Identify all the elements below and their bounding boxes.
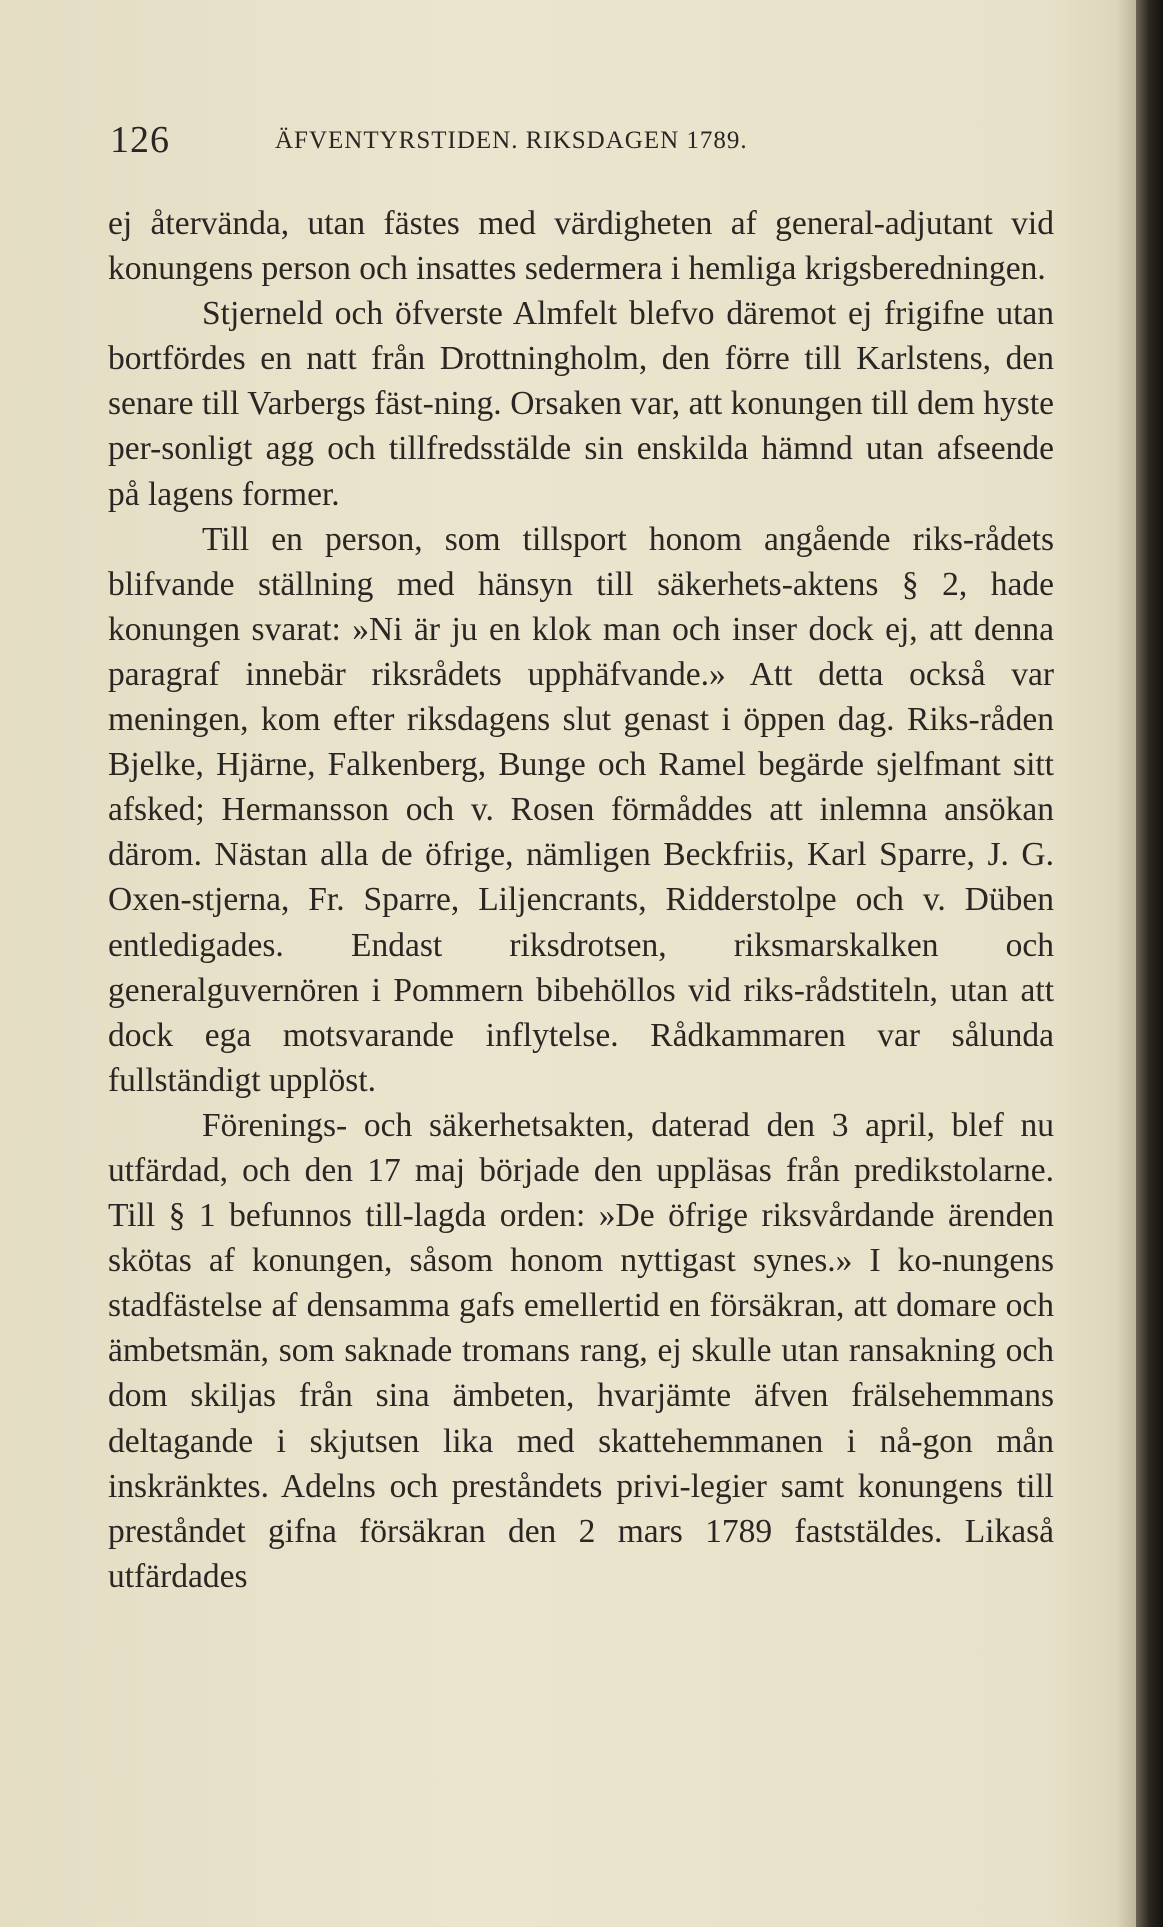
- page-number: 126: [110, 119, 170, 161]
- paragraph-riksradet: Till en person, som tillsport honom angående riks-rådets blifvande ställning med hänsyn till säkerhets-aktens § 2, hade konungen svarat: »Ni är ju en klok man och inser dock ej, att denna paragraf innebär riksrådets upphäfvande.» Att detta också var meningen, kom efter riksdagens slut genast i öppen dag. Riks-råden Bjelke, Hjärne, Falkenberg, Bunge och Ramel begärde sjelfmant sitt afsked; Hermansson och v. Rosen förmåddes att inlemna ansökan därom. Nästan alla de öfrige, nämligen Beckfriis, Karl Sparre, J. G. Oxen-stjerna, Fr. Sparre, Liljencrants, Ridderstolpe och v. Düben entledigades. Endast riksdrotsen, riksmarskalken och generalguvernören i Pommern bibehöllos vid riks-rådstiteln, utan att dock ega motsvarande inflytelse. Rådkammaren var sålunda fullständigt upplöst.: [108, 520, 1054, 1099]
- paragraph-forenings-akten: Förenings- och säkerhetsakten, daterad den 3 april, blef nu utfärdad, och den 17 maj började den uppläsas från predikstolarne. Till § 1 befunnos till-lagda orden: »De öfrige riksvårdande ärenden skötas af konungen, såsom honom nyttigast synes.» I ko-nungens stadfästelse af densamma gafs emellertid en försäkran, att domare och ämbetsmän, som saknade tromans rang, ej skulle utan ransakning och dom skiljas från sina ämbeten, hvarjämte äfven frälsehemmans deltagande i skjutsen lika med skattehemmanen i nå-gon mån inskränktes. Adelns och preståndets privi-legier samt konungens till preståndet gifna försäkran den 2 mars 1789 faststäldes. Likaså utfärdades: [108, 1106, 1054, 1595]
- paragraph-continuation: ej återvända, utan fästes med värdigheten af general-adjutant vid konungens person och insattes sedermera i hemliga krigsberedningen.: [108, 205, 1054, 288]
- page-header: [110, 118, 1070, 170]
- running-title: ÄFVENTYRSTIDEN. RIKSDAGEN 1789.: [275, 127, 748, 154]
- paragraph-stjerneld: Stjerneld och öfverste Almfelt blefvo däremot ej frigifne utan bortfördes en natt från Drottningholm, den förre till Karlstens, den senare till Varbergs fäst-ning. Orsaken var, att konungen till dem hyste per-sonligt agg och tillfredsstälde sin enskilda hämnd utan afseende på lagens former.: [108, 295, 1054, 513]
- book-spine-shadow: [1136, 0, 1163, 1927]
- body-text: [108, 201, 1054, 1599]
